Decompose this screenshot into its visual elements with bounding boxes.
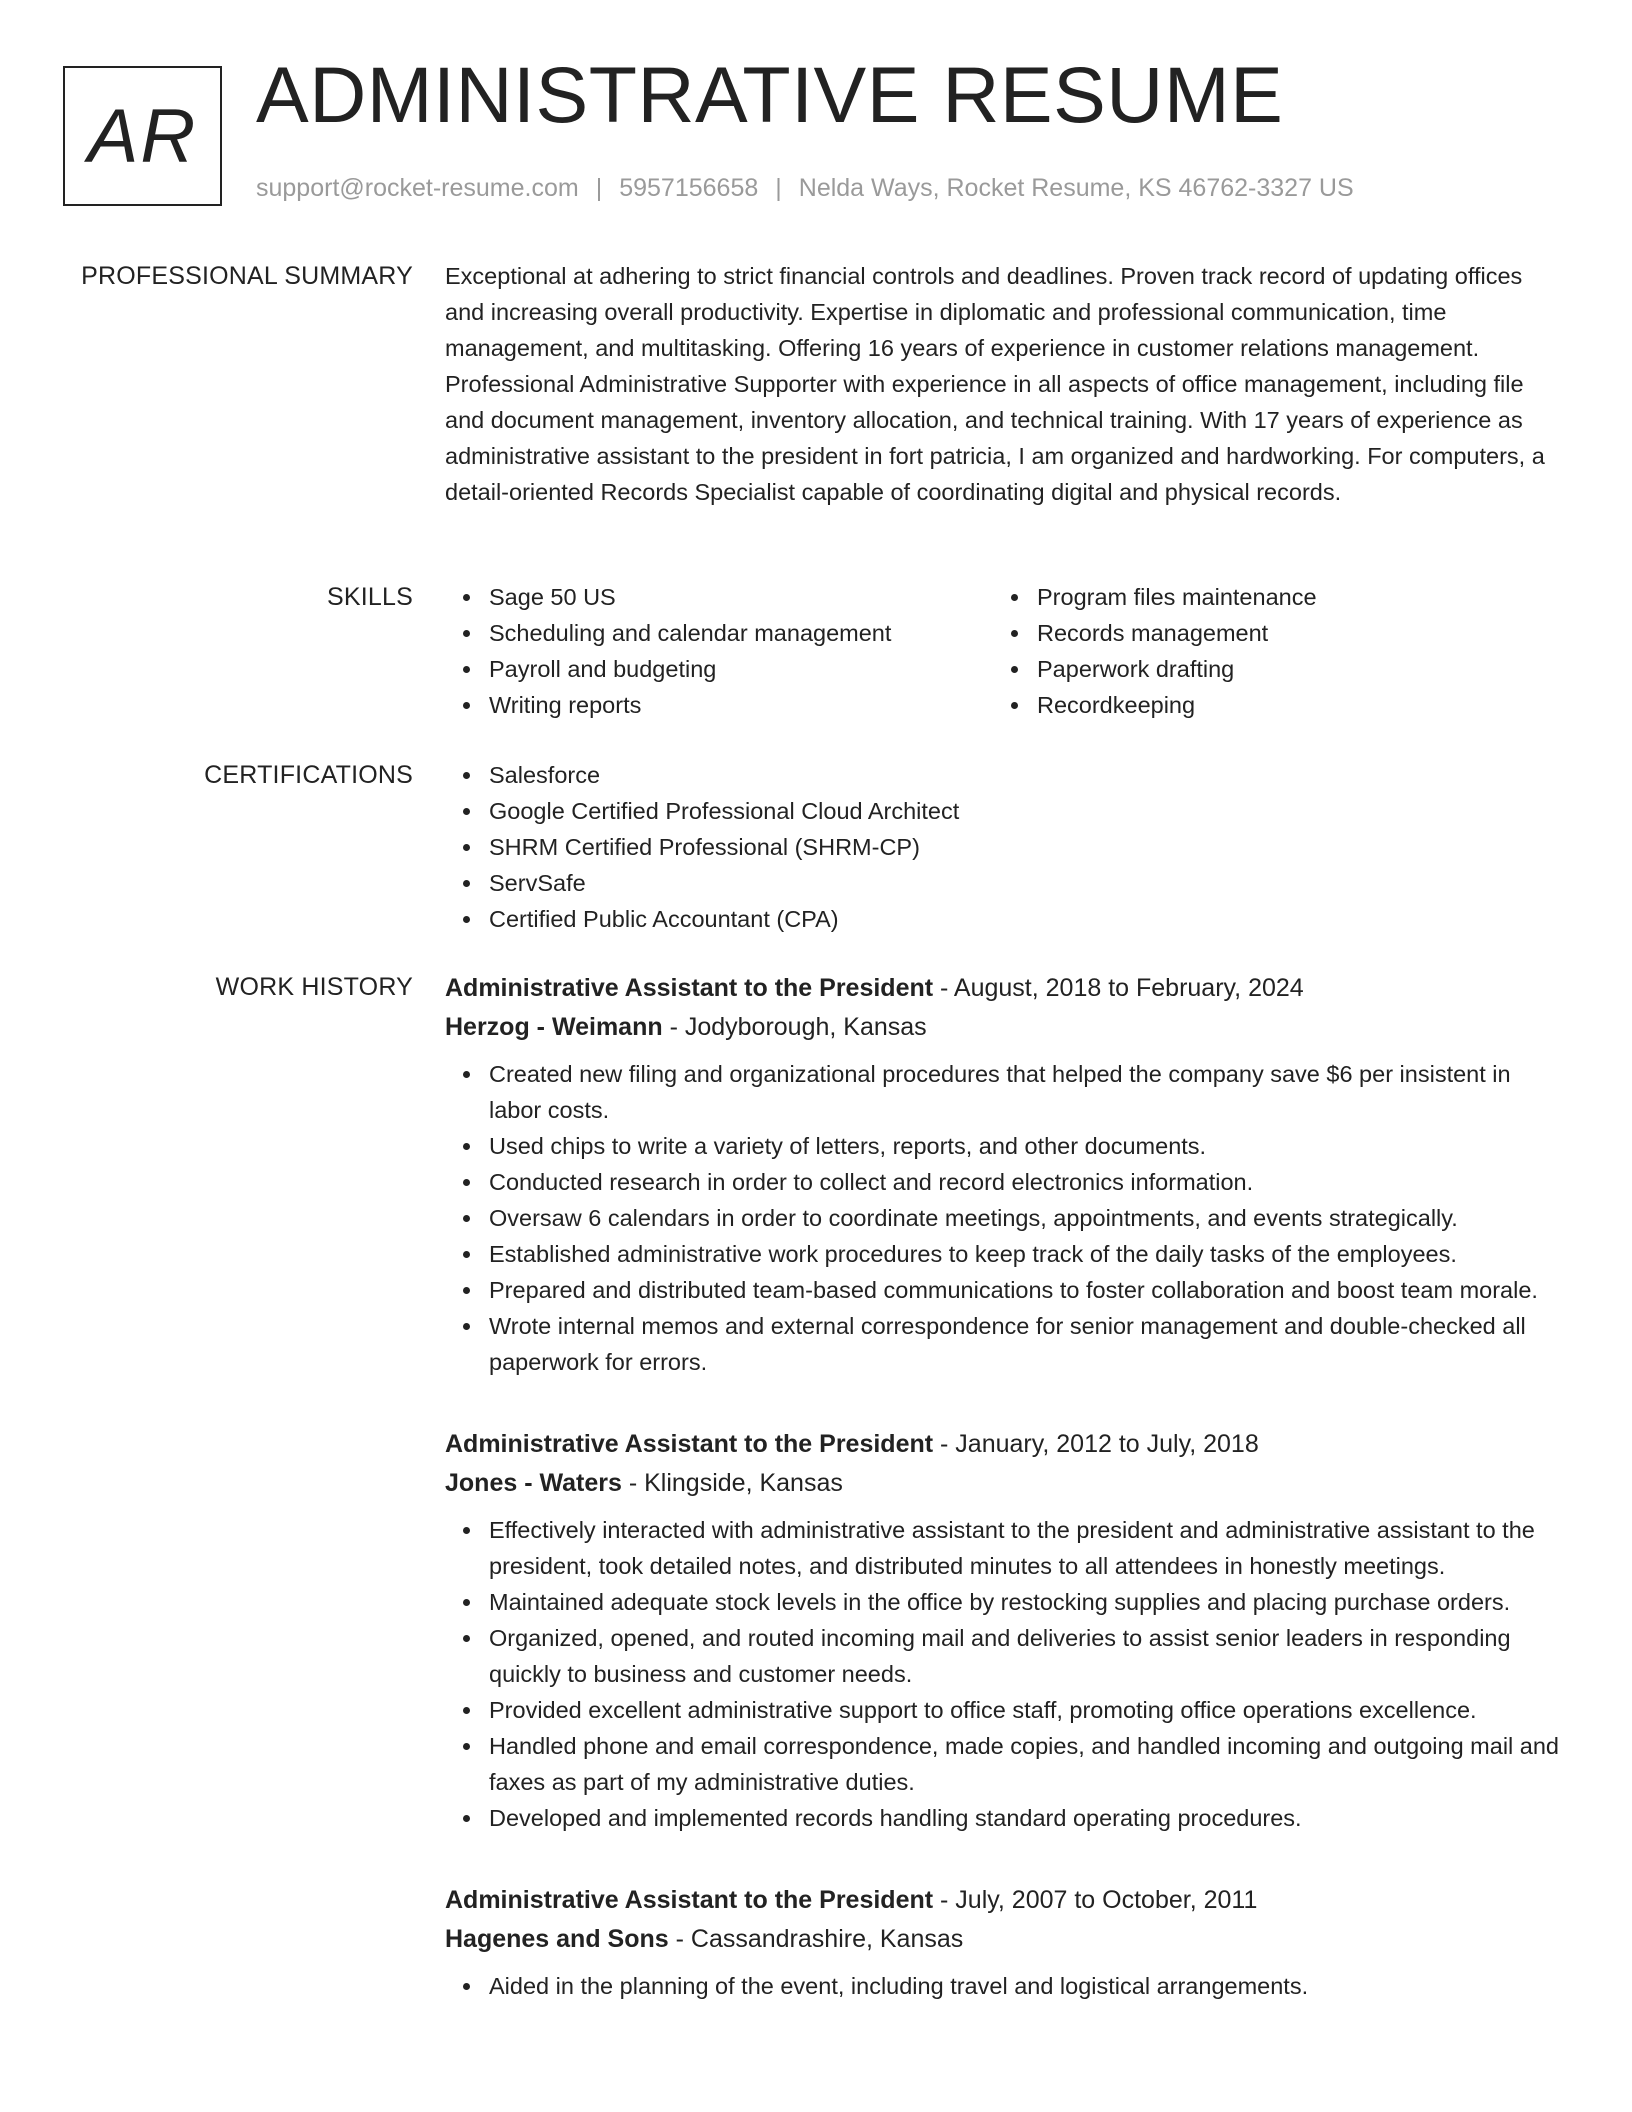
section-title-summary: PROFESSIONAL SUMMARY <box>81 262 413 290</box>
job-employer <box>445 1464 1560 1503</box>
job-bullet: Wrote internal memos and external correspondence for senior management and double-checked all paperwork for errors. <box>445 1308 1560 1380</box>
certification-item: Google Certified Professional Cloud Architect <box>445 793 1560 829</box>
job-bullets <box>445 1968 1560 2004</box>
job-employer <box>445 1008 1560 1047</box>
job-entry <box>445 969 1560 1380</box>
job-heading <box>445 1425 1560 1464</box>
job-location: - Jodyborough, Kansas <box>662 1013 927 1041</box>
resume-name: ADMINISTRATIVE RESUME <box>256 50 1284 139</box>
job-bullet: Oversaw 6 calendars in order to coordinate meetings, appointments, and events strategically. <box>445 1200 1560 1236</box>
certification-item: Certified Public Accountant (CPA) <box>445 901 1560 937</box>
job-employer <box>445 1920 1560 1959</box>
certification-item: ServSafe <box>445 865 1560 901</box>
certification-item: SHRM Certified Professional (SHRM-CP) <box>445 829 1560 865</box>
skill-item: Sage 50 US <box>445 579 993 615</box>
job-bullet: Conducted research in order to collect and record electronics information. <box>445 1164 1560 1200</box>
skill-item: Program files maintenance <box>993 579 1541 615</box>
job-bullet: Organized, opened, and routed incoming mail and deliveries to assist senior leaders in responding quickly to business and customer needs. <box>445 1620 1560 1692</box>
certifications-list <box>445 757 1560 937</box>
job-bullets <box>445 1512 1560 1836</box>
job-bullet: Developed and implemented records handling standard operating procedures. <box>445 1800 1560 1836</box>
skill-item: Recordkeeping <box>993 687 1541 723</box>
job-bullet: Established administrative work procedures to keep track of the daily tasks of the employees. <box>445 1236 1560 1272</box>
job-entry <box>445 1881 1560 2004</box>
job-bullet: Prepared and distributed team-based communications to foster collaboration and boost team morale. <box>445 1272 1560 1308</box>
skill-item: Scheduling and calendar management <box>445 615 993 651</box>
job-company: Jones - Waters <box>445 1469 622 1497</box>
contact-address: Nelda Ways, Rocket Resume, KS 46762-3327 US <box>798 174 1354 202</box>
skill-item: Payroll and budgeting <box>445 651 993 687</box>
job-bullet: Used chips to write a variety of letters, reports, and other documents. <box>445 1128 1560 1164</box>
job-location: - Klingside, Kansas <box>621 1469 843 1497</box>
job-bullet: Aided in the planning of the event, including travel and logistical arrangements. <box>445 1968 1560 2004</box>
skill-item: Paperwork drafting <box>993 651 1541 687</box>
job-title: Administrative Assistant to the President <box>445 1886 934 1914</box>
job-title: Administrative Assistant to the President <box>445 974 934 1002</box>
initials-monogram: AR <box>63 66 222 206</box>
skills-list-left <box>445 579 993 723</box>
job-bullet: Handled phone and email correspondence, made copies, and handled incoming and outgoing mail and faxes as part of my administrative duties. <box>445 1728 1560 1800</box>
job-dates: - January, 2012 to July, 2018 <box>933 1430 1259 1458</box>
job-bullet: Maintained adequate stock levels in the office by restocking supplies and placing purchase orders. <box>445 1584 1560 1620</box>
section-title-skills: SKILLS <box>327 583 413 611</box>
job-dates: - August, 2018 to February, 2024 <box>933 974 1304 1002</box>
job-entry <box>445 1425 1560 1836</box>
skill-item: Writing reports <box>445 687 993 723</box>
job-company: Herzog - Weimann <box>445 1013 663 1041</box>
skills-columns <box>445 579 1560 723</box>
job-bullets <box>445 1056 1560 1380</box>
skill-item: Records management <box>993 615 1541 651</box>
skills-list-right <box>993 579 1541 723</box>
job-bullet: Created new filing and organizational procedures that helped the company save $6 per insistent in labor costs. <box>445 1056 1560 1128</box>
contact-line <box>256 176 1354 201</box>
job-dates: - July, 2007 to October, 2011 <box>933 1886 1258 1914</box>
job-heading <box>445 1881 1560 1920</box>
section-title-certifications: CERTIFICATIONS <box>204 761 413 789</box>
job-bullet: Provided excellent administrative support to office staff, promoting office operations excellence. <box>445 1692 1560 1728</box>
summary-text: Exceptional at adhering to strict financial controls and deadlines. Proven track record of updating offices and increasing overall productivity. Expertise in diplomatic and professional communication, time management, and multitasking. Offering 16 years of experience in customer relations management. Professional Administrative Supporter with experience in all aspects of office management, including file and document management, inventory allocation, and technical training. With 17 years of experience as administrative assistant to the president in fort patricia, I am organized and hardworking. For computers, a detail-oriented Records Specialist capable of coordinating digital and physical records. <box>445 263 1545 505</box>
job-location: - Cassandrashire, Kansas <box>668 1925 964 1953</box>
job-bullet: Effectively interacted with administrative assistant to the president and administrative assistant to the president, took detailed notes, and distributed minutes to all attendees in honestly meetings. <box>445 1512 1560 1584</box>
contact-phone: 5957156658 <box>619 174 759 202</box>
contact-separator: | <box>775 174 782 202</box>
job-company: Hagenes and Sons <box>445 1925 669 1953</box>
contact-separator: | <box>595 174 603 202</box>
job-heading <box>445 969 1560 1008</box>
contact-email: support@rocket-resume.com <box>256 174 579 202</box>
section-title-work-history: WORK HISTORY <box>215 973 413 1001</box>
work-history-body <box>445 969 1560 2049</box>
job-title: Administrative Assistant to the President <box>445 1430 934 1458</box>
certification-item: Salesforce <box>445 757 1560 793</box>
